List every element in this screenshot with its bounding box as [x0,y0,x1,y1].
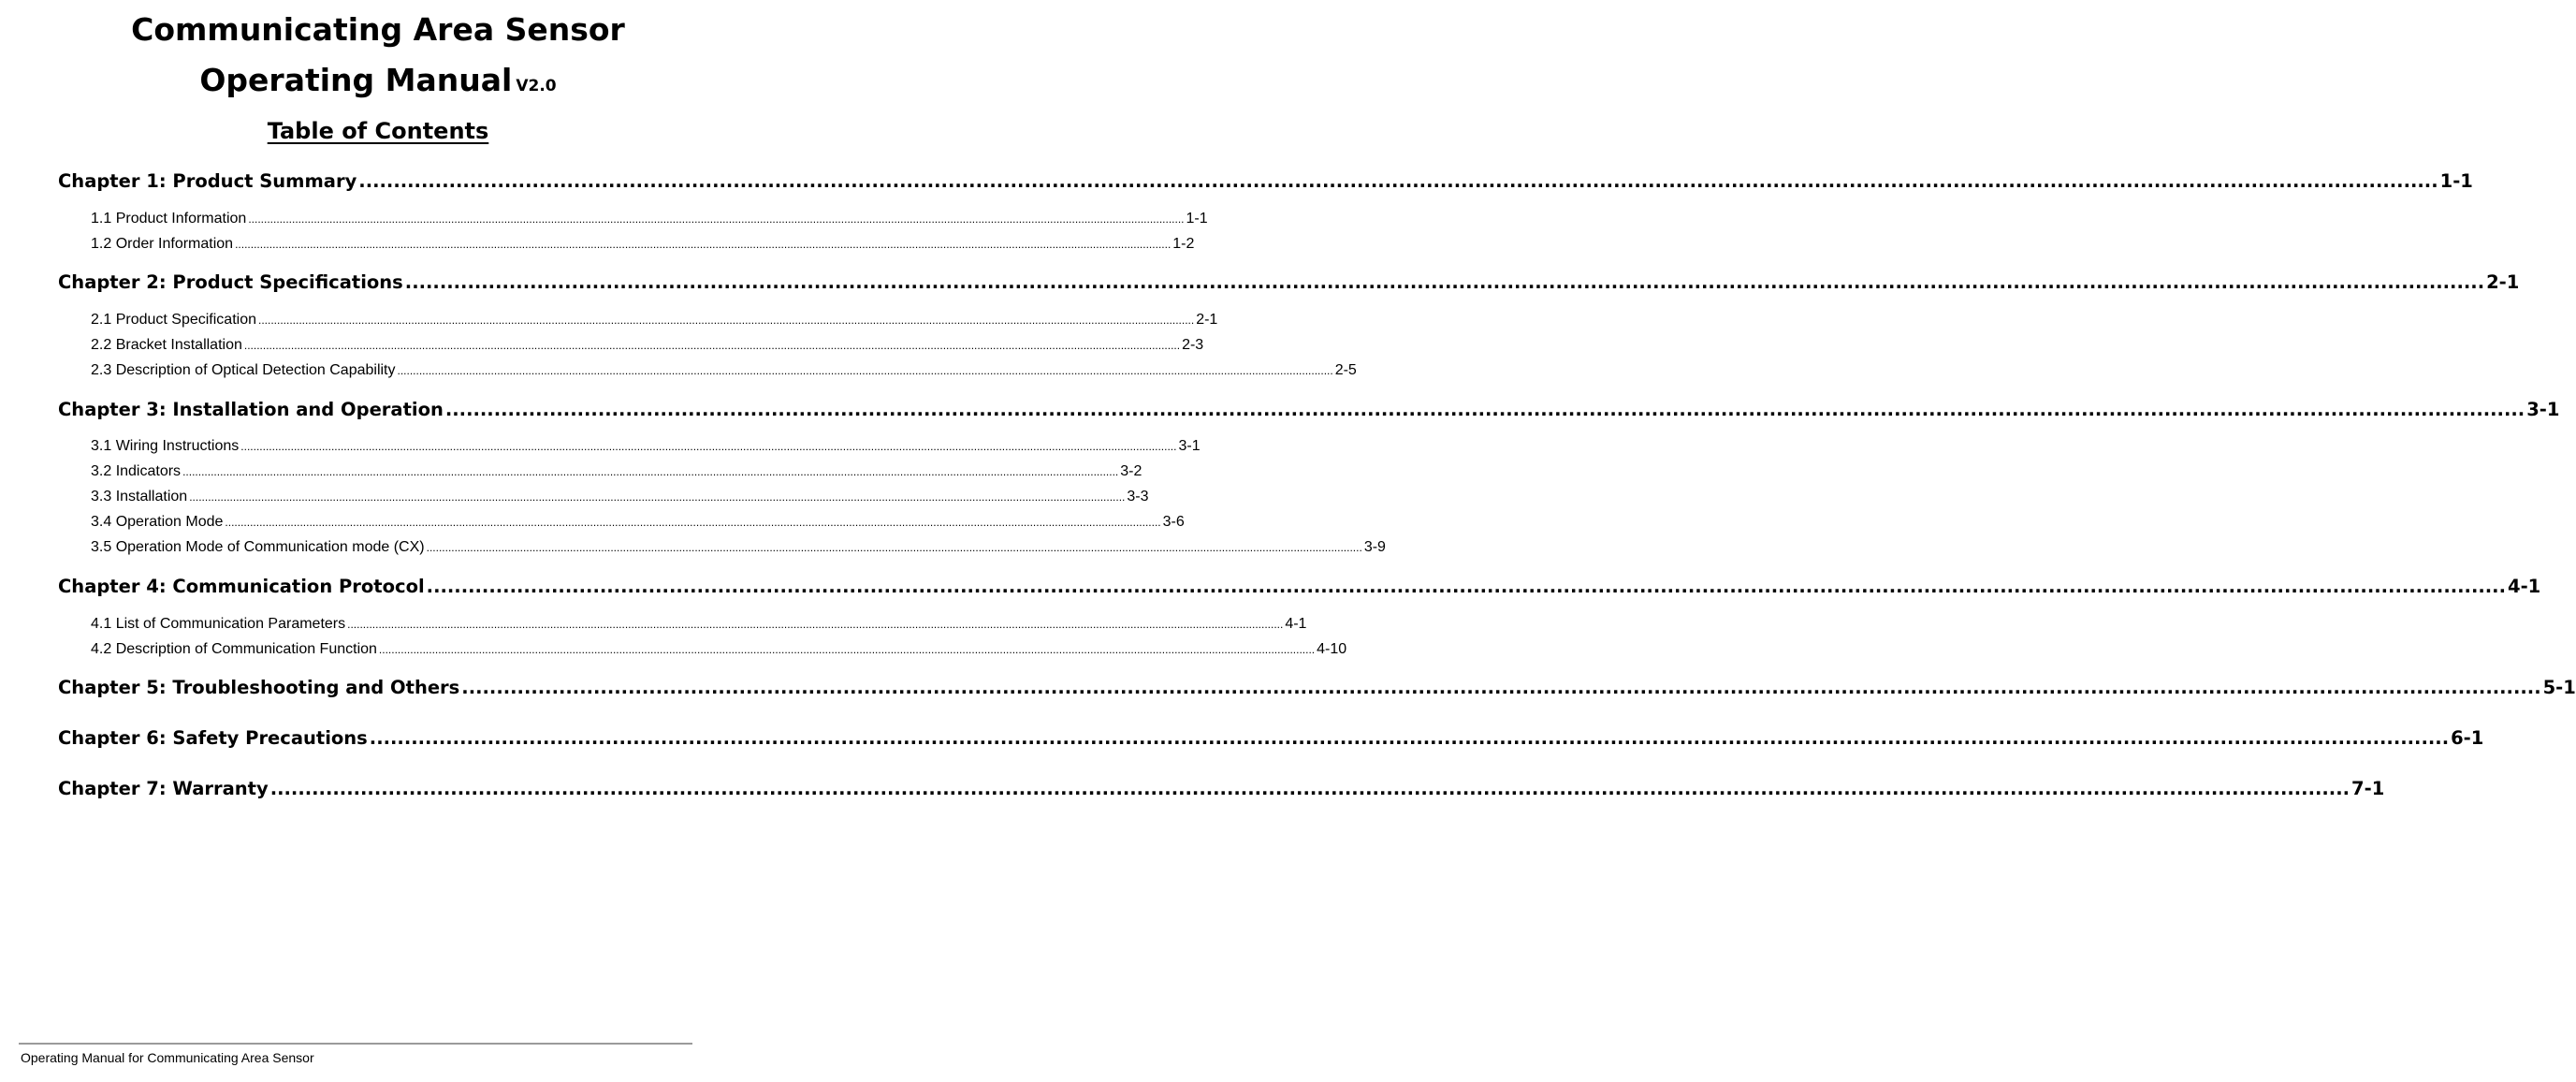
toc-entry-label: Chapter 5: Troubleshooting and Others [58,677,460,698]
toc-section-1-1[interactable] [91,208,1208,230]
version-label: V2.0 [516,77,557,95]
title-line-2: Operating Manual [199,62,513,98]
dot-leader: ............................................................................................................................................................................................................................................................................................................ [378,643,1316,656]
toc-chapter-4[interactable] [58,573,2541,601]
toc-entry-label: 3.2 Indicators [91,463,182,479]
dot-leader: ............................................................................................................................................................................................................................................................................................................ [189,490,1126,504]
dot-leader: ............................................................................................................................................................................................................................................................................................................ [347,618,1284,631]
dot-leader: ............................................................................................................................................................................................................................................................................................................ [426,541,1362,554]
toc-entry-page: 3-2 [1120,463,1142,479]
toc-entry-page: 7-1 [2351,778,2385,799]
toc-entry-page: 1-2 [1172,236,1195,252]
toc-entry-page: 1-1 [2439,170,2473,192]
toc-entry-page: 6-1 [2451,727,2484,749]
dot-leader: ............................................................................................................................................................................................................................................................................................................ [444,399,2525,420]
toc-entry-page: 1-1 [1186,211,1208,227]
toc-entry-page: 4-10 [1317,641,1347,657]
toc-entry-page: 3-6 [1162,514,1185,530]
toc-section-4-1[interactable] [91,613,1307,636]
toc-entry-label: 1.2 Order Information [91,236,234,252]
dot-leader: ............................................................................................................................................................................................................................................................................................................ [248,212,1185,226]
toc-entry-label: 3.4 Operation Mode [91,514,224,530]
dot-leader: ............................................................................................................................................................................................................................................................................................................ [269,778,2350,799]
dot-leader: ............................................................................................................................................................................................................................................................................................................ [461,677,2541,698]
toc-entry-page: 3-1 [1178,438,1201,454]
toc-entry-label: 3.5 Operation Mode of Communication mode (CX) [91,539,425,555]
toc-chapter-2[interactable] [58,269,2520,297]
dot-leader: ............................................................................................................................................................................................................................................................................................................ [358,170,2438,192]
dot-leader: ............................................................................................................................................................................................................................................................................................................ [240,440,1177,453]
dot-leader: ............................................................................................................................................................................................................................................................................................................ [369,727,2450,749]
toc-entry-page: 3-3 [1127,489,1149,504]
toc-section-3-1[interactable] [91,435,1201,458]
footer-divider [19,1043,692,1045]
dot-leader: ............................................................................................................................................................................................................................................................................................................ [182,465,1119,478]
toc-entry-label: Chapter 3: Installation and Operation [58,399,444,420]
toc-entry-label: Chapter 7: Warranty [58,778,269,799]
toc-entry-page: 2-5 [1334,362,1357,378]
dot-leader: ............................................................................................................................................................................................................................................................................................................ [397,364,1333,377]
toc-entry-label: Chapter 1: Product Summary [58,170,357,192]
toc-entry-label: 2.1 Product Specification [91,312,256,328]
toc-entry-label: 1.1 Product Information [91,211,247,227]
toc-entry-page: 3-9 [1363,539,1386,555]
toc-section-2-2[interactable] [91,334,1204,357]
toc-entry-page: 4-1 [1285,616,1307,632]
toc-entry-page: 2-3 [1182,337,1204,353]
toc-chapter-7[interactable] [58,775,2385,803]
dot-leader: ............................................................................................................................................................................................................................................................................................................ [225,516,1161,529]
toc-section-3-2[interactable] [91,461,1142,483]
toc-entry-label: Chapter 4: Communication Protocol [58,576,425,597]
toc-entry-label: Chapter 2: Product Specifications [58,271,403,293]
toc-section-3-4[interactable] [91,511,1185,534]
toc-entry-page: 5-1 [2542,677,2576,698]
toc-section-3-3[interactable] [91,486,1149,508]
toc-section-3-5[interactable] [91,536,1386,559]
toc-entry-label: 4.2 Description of Communication Function [91,641,377,657]
toc-entry-label: 2.2 Bracket Installation [91,337,242,353]
dot-leader: ............................................................................................................................................................................................................................................................................................................ [426,576,2506,597]
toc-entry-label: 4.1 List of Communication Parameters [91,616,346,632]
toc-section-2-1[interactable] [91,309,1218,331]
toc-chapter-6[interactable] [58,724,2484,753]
toc-entry-page: 4-1 [2508,576,2541,597]
title-line-1: Communicating Area Sensor [131,11,625,48]
dot-leader: ............................................................................................................................................................................................................................................................................................................ [404,271,2485,293]
toc-entry-label: 3.1 Wiring Instructions [91,438,240,454]
toc-entry-label: 2.3 Description of Optical Detection Capability [91,362,396,378]
toc-chapter-3[interactable] [58,396,2560,424]
toc-section-2-3[interactable] [91,359,1357,382]
toc-entry-label: 3.3 Installation [91,489,188,504]
toc-section-1-2[interactable] [91,233,1195,256]
toc-entry-label: Chapter 6: Safety Precautions [58,727,368,749]
toc-section-4-2[interactable] [91,638,1347,661]
document-title [0,9,756,51]
toc-chapter-1[interactable] [58,168,2473,196]
toc-chapter-5[interactable] [58,674,2576,702]
toc-heading: Table of Contents [267,118,489,144]
toc-entry-page: 3-1 [2526,399,2560,420]
document-subtitle [0,60,756,107]
footer-text: Operating Manual for Communicating Area Sensor [21,1050,314,1065]
toc-entry-page: 2-1 [2486,271,2520,293]
toc-entry-page: 2-1 [1196,312,1218,328]
dot-leader: ............................................................................................................................................................................................................................................................................................................ [258,314,1195,327]
dot-leader: ............................................................................................................................................................................................................................................................................................................ [243,339,1181,352]
dot-leader: ............................................................................................................................................................................................................................................................................................................ [235,238,1172,251]
